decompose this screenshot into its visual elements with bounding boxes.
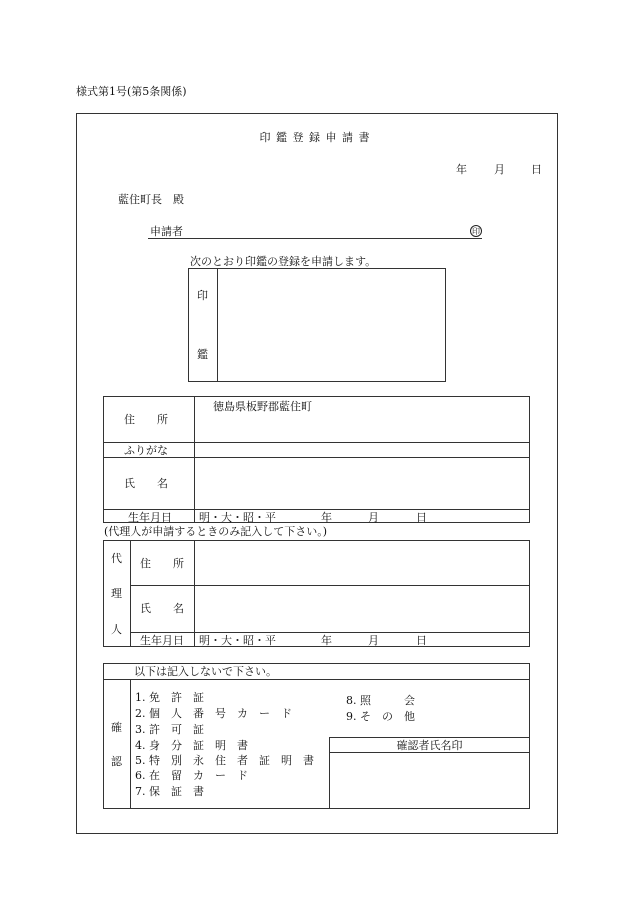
confirmer-name-field[interactable] (330, 753, 529, 808)
registrant-name-field[interactable] (195, 458, 529, 509)
agent-birth-day: 日 (416, 634, 427, 647)
agent-birth-label: 生年月日 (140, 634, 184, 647)
office-item-1[interactable]: 1. 免 許 証 (135, 691, 204, 704)
agent-note: (代理人が申請するときのみ記入して下さい。) (104, 525, 328, 538)
confirmer-name-label: 確認者氏名印 (396, 739, 463, 752)
office-item-7[interactable]: 7. 保 証 書 (135, 785, 204, 798)
office-confirmer-top-line (329, 737, 530, 738)
agent-side-label-2: 理 (111, 587, 122, 600)
agent-name-label: 氏 名 (140, 602, 184, 615)
applicant-label: 申請者 (150, 225, 183, 238)
date-month-label: 月 (494, 163, 505, 176)
office-item-5[interactable]: 5. 特 別 永 住 者 証 明 書 (135, 754, 314, 767)
agent-side-divider (130, 540, 131, 647)
agent-birth-month: 月 (368, 634, 379, 647)
form-number: 様式第1号(第5条関係) (76, 85, 187, 98)
seal-impression-box[interactable] (188, 268, 446, 382)
office-side-label-2: 認 (111, 755, 122, 768)
registrant-birth-month: 月 (368, 511, 379, 524)
registrant-birth-label: 生年月日 (128, 511, 172, 524)
agent-side-label-3: 人 (111, 623, 122, 636)
office-header-line (103, 679, 530, 680)
seal-box-divider (217, 268, 218, 382)
agent-name-field[interactable] (195, 586, 529, 632)
office-item-3[interactable]: 3. 許 可 証 (135, 723, 204, 736)
agent-birth-era[interactable]: 明・大・昭・平 (199, 634, 276, 647)
office-item-6[interactable]: 6. 在 留 カ ー ド (135, 769, 248, 782)
office-header: 以下は記入しないで下さい。 (134, 665, 277, 678)
addressee: 藍住町長 殿 (118, 193, 184, 206)
office-side-divider (130, 679, 131, 809)
registrant-address-value[interactable]: 徳島県板野郡藍住町 (213, 400, 312, 413)
registrant-address-label: 住 所 (124, 413, 168, 426)
agent-address-label: 住 所 (140, 557, 184, 570)
office-side-label-1: 確 (111, 721, 122, 734)
request-text: 次のとおり印鑑の登録を申請します。 (190, 255, 377, 268)
applicant-signature-line[interactable] (148, 238, 482, 239)
office-item-8[interactable]: 8. 照 会 (346, 694, 415, 707)
date-year-label: 年 (456, 163, 467, 176)
date-day-label: 日 (531, 163, 542, 176)
seal-label-top: 印 (197, 289, 208, 302)
office-item-4[interactable]: 4. 身 分 証 明 書 (135, 739, 248, 752)
seal-mark-icon: 印 (472, 227, 480, 236)
registrant-birth-day: 日 (416, 511, 427, 524)
office-item-2[interactable]: 2. 個 人 番 号 カ ー ド (135, 707, 292, 720)
registrant-birth-era[interactable]: 明・大・昭・平 (199, 511, 276, 524)
agent-address-field[interactable] (195, 541, 529, 585)
registrant-furigana-label: ふりがな (124, 444, 168, 457)
seal-label-bottom: 鑑 (197, 348, 208, 361)
agent-row-line (130, 632, 530, 633)
registrant-birth-year: 年 (321, 511, 332, 524)
registrant-name-label: 氏 名 (124, 477, 168, 490)
office-item-9[interactable]: 9. そ の 他 (346, 710, 415, 723)
form-title: 印 鑑 登 録 申 請 書 (259, 131, 371, 144)
agent-side-label-1: 代 (111, 552, 122, 565)
registrant-furigana-field[interactable] (195, 443, 529, 457)
registrant-row-line (103, 509, 530, 510)
agent-birth-year: 年 (321, 634, 332, 647)
